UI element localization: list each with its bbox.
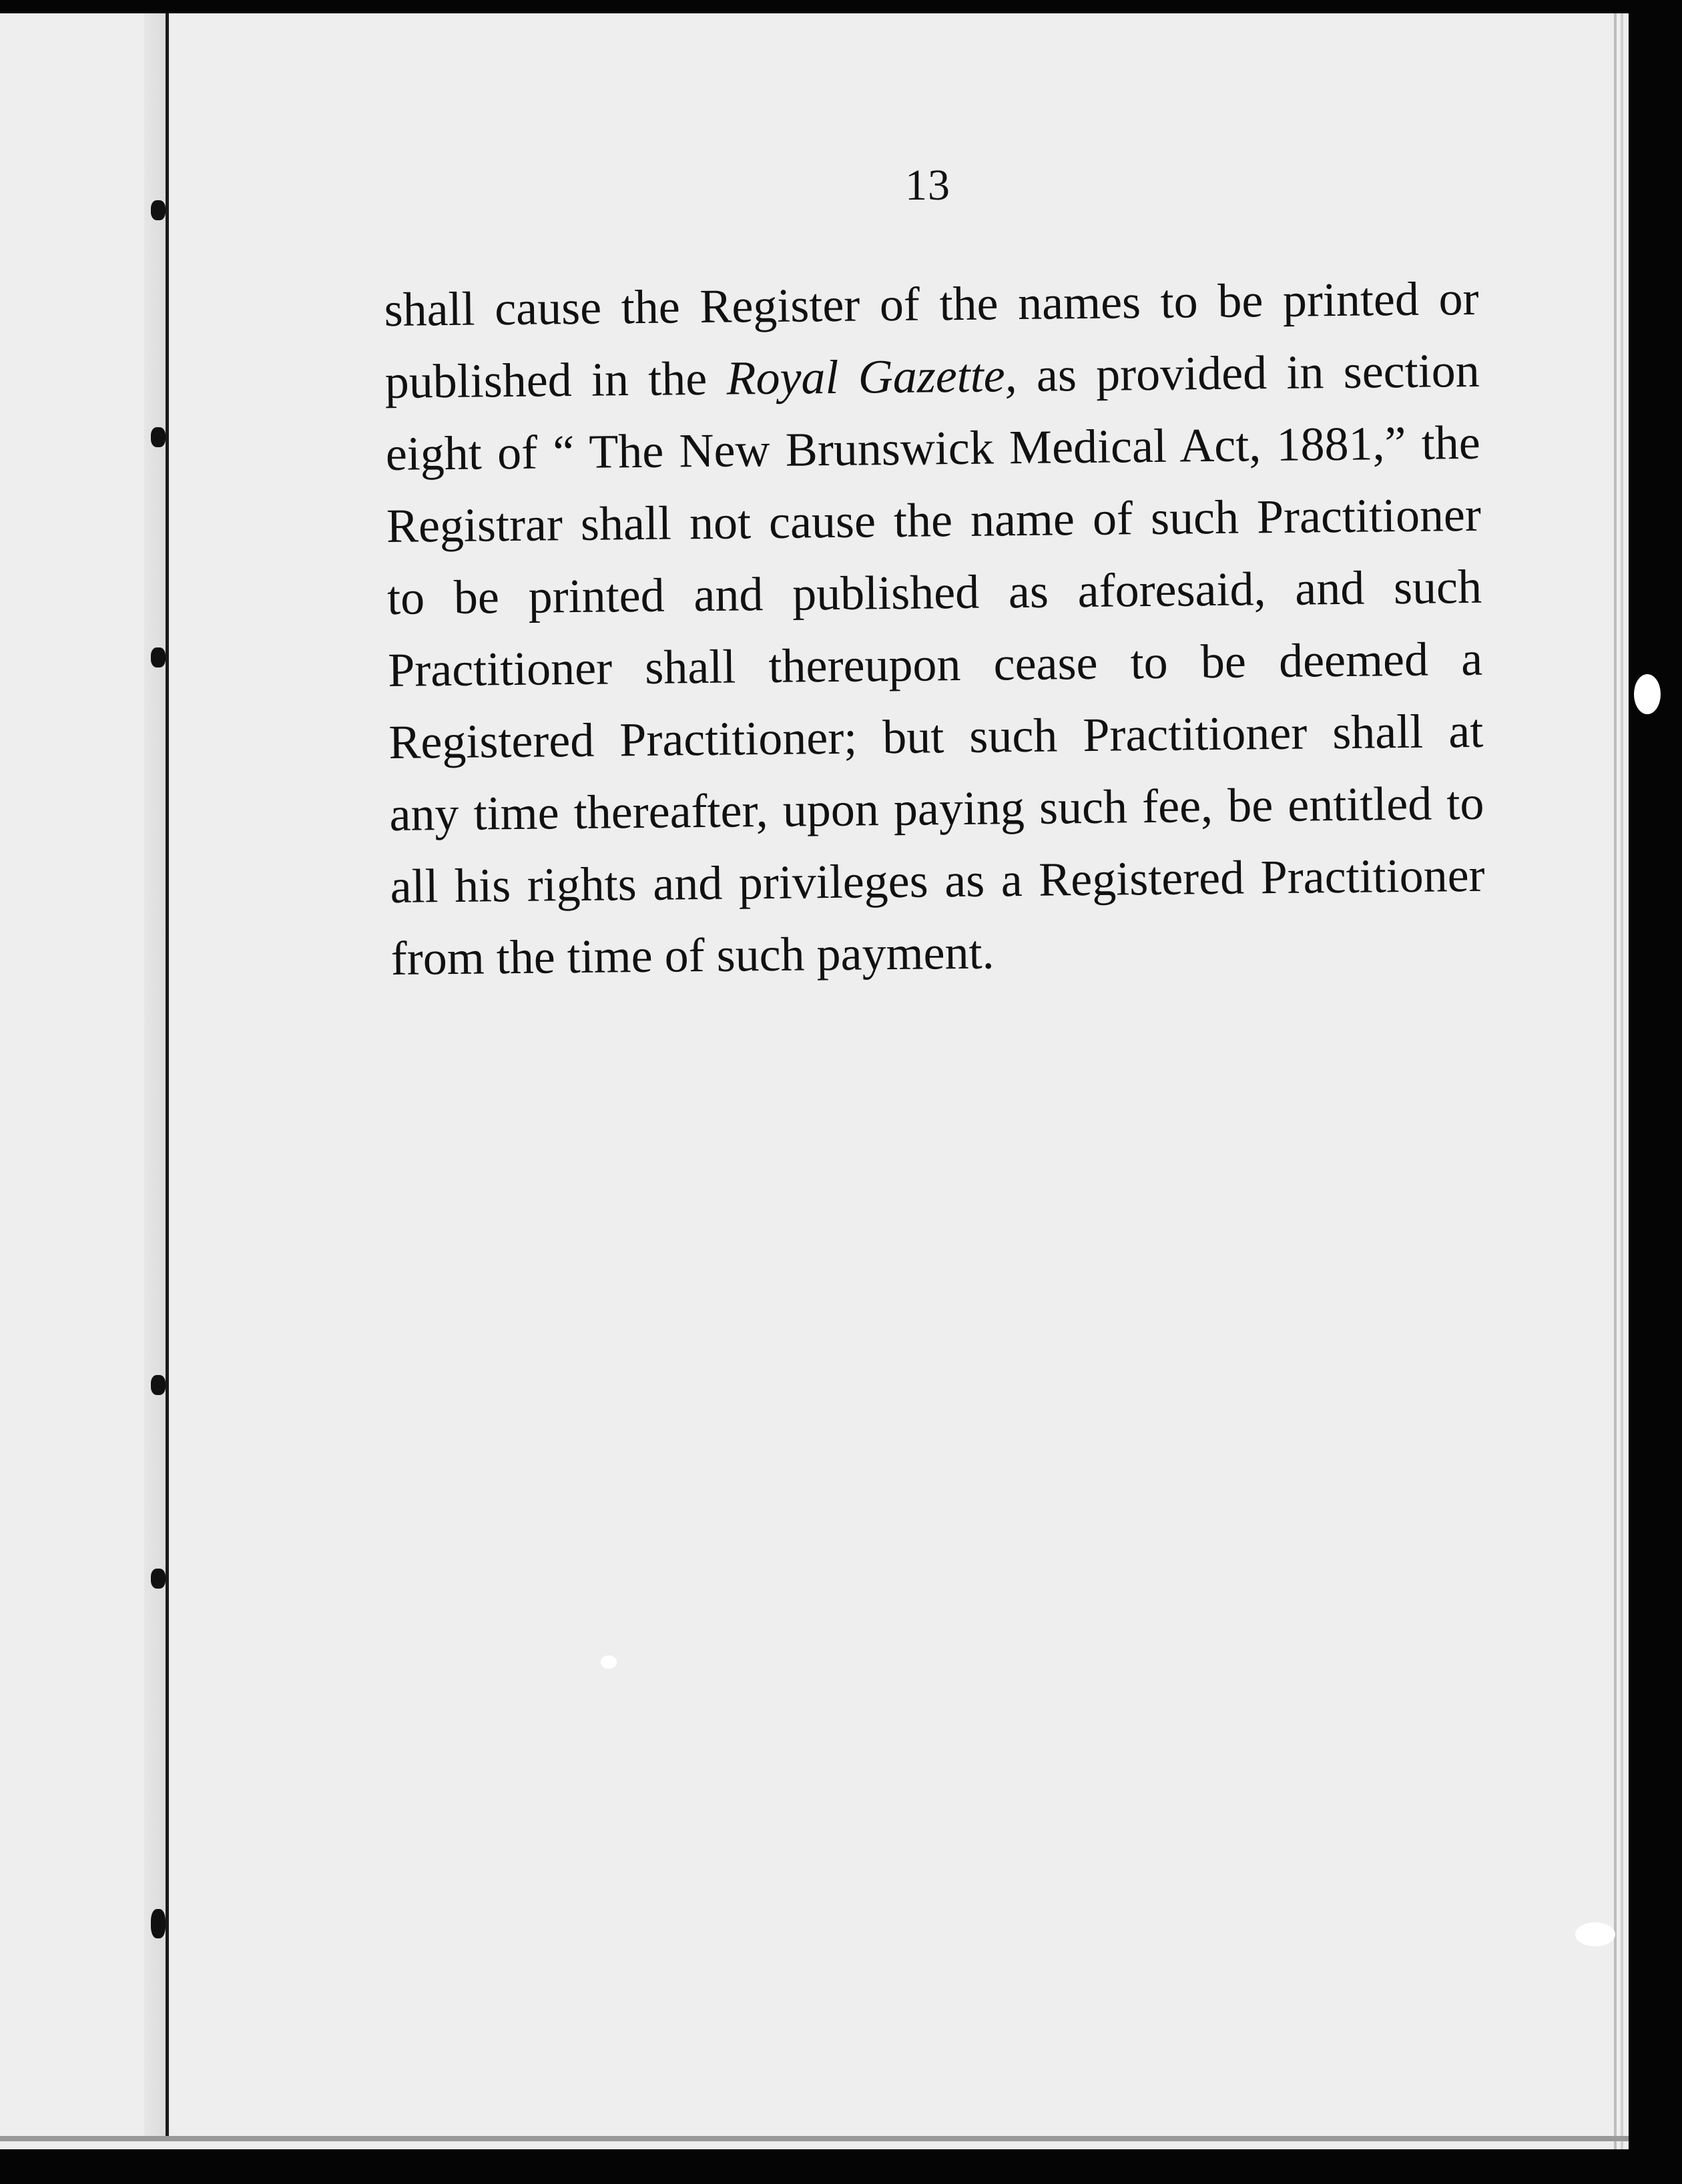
gutter-shadow <box>144 13 166 2136</box>
page-edge-bottom <box>0 2136 1629 2141</box>
binding-stitch <box>151 427 166 447</box>
scan-artifact <box>1634 674 1661 714</box>
page-edge-right <box>1614 13 1617 2149</box>
paragraph-text-start: shall cause the Register of the names to be printed or published in the <box>384 271 1479 408</box>
binding-stitch <box>151 1375 166 1395</box>
page-number: 13 <box>905 161 950 210</box>
publication-title: Royal Gazette, <box>726 348 1018 405</box>
binding-stitch <box>151 1909 166 1938</box>
binding-edge <box>166 13 169 2136</box>
body-paragraph <box>384 262 1486 995</box>
paragraph-text-end: as provided in section eight of “ The New Brunswick Medical Act, 1881,” the Registrar shall not cause the name of such Practitioner to be printed and published as aforesaid, and such Practitioner shall thereupon cease to be deemed a Registered Practitioner; but such Practitioner shall at any time thereafter, upon paying such fee, be entitled to all his rights and privileges as a Registered Practitioner from the time of such payment. <box>385 343 1485 985</box>
binding-stitch <box>151 647 166 667</box>
scan-artifact <box>1575 1922 1615 1946</box>
binding-stitch <box>151 200 166 220</box>
page-edge-right-inner <box>1621 13 1623 2149</box>
scan-artifact <box>601 1655 617 1669</box>
binding-stitch <box>151 1569 166 1589</box>
